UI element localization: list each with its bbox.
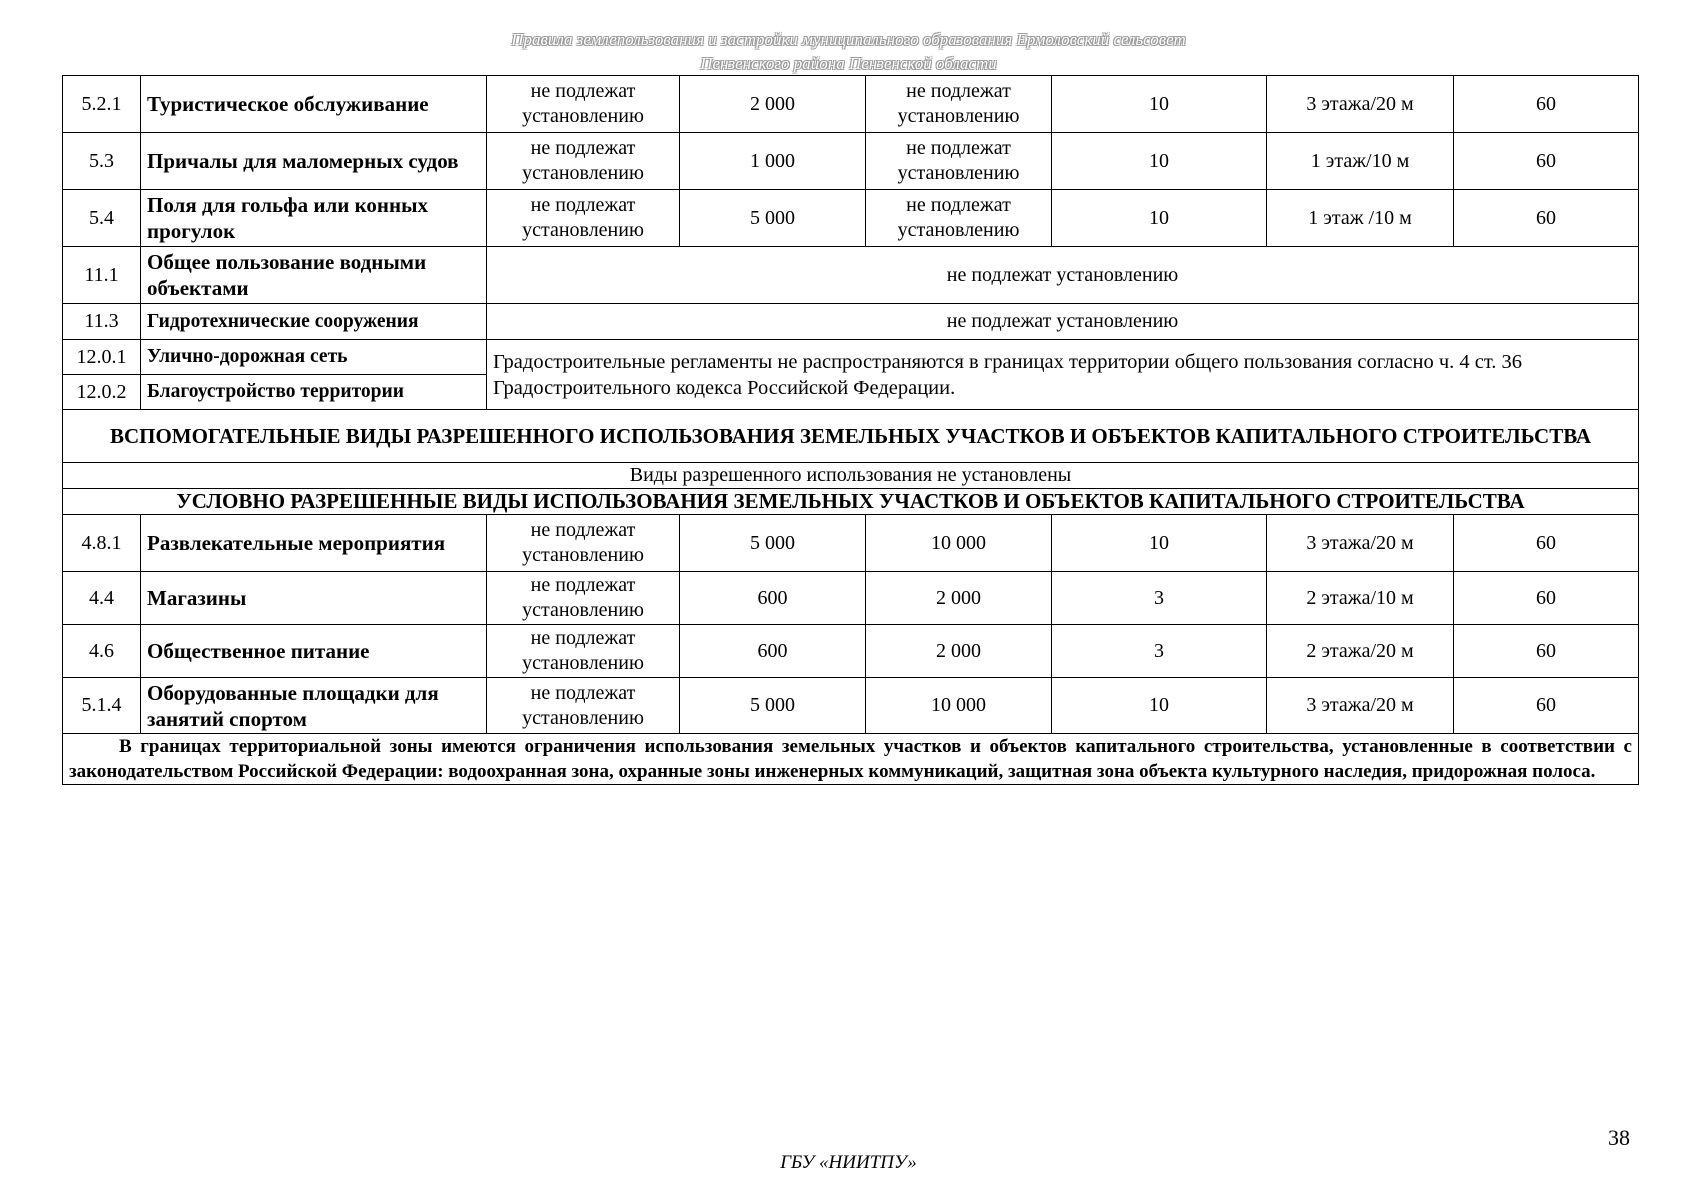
row-name: Благоустройство территории bbox=[141, 375, 487, 410]
cell-value: 5 000 bbox=[680, 515, 866, 572]
cell-percent: 60 bbox=[1454, 133, 1639, 190]
row-code: 5.1.4 bbox=[63, 678, 141, 734]
cell-max-area: 10 000 bbox=[866, 515, 1052, 572]
table-row bbox=[63, 625, 1639, 678]
cell-min-area: не подлежат установлению bbox=[487, 572, 680, 625]
cell-floors: 3 этажа/20 м bbox=[1267, 515, 1454, 572]
cell-min-area: не подлежат установлению bbox=[487, 76, 680, 133]
cell-not-set: не подлежат установлению bbox=[487, 304, 1639, 340]
cell-value: 5 000 bbox=[680, 678, 866, 734]
table-row bbox=[63, 247, 1639, 304]
section-heading-conditional: УСЛОВНО РАЗРЕШЕННЫЕ ВИДЫ ИСПОЛЬЗОВАНИЯ ЗЕМЕЛЬНЫХ УЧАСТКОВ И ОБЪЕКТОВ КАПИТАЛЬНОГО СТРОИТЕЛЬСТВА bbox=[63, 489, 1639, 515]
row-name: Туристическое обслуживание bbox=[141, 76, 487, 133]
cell-max-area: 10 000 bbox=[866, 678, 1052, 734]
row-code: 4.4 bbox=[63, 572, 141, 625]
table-row bbox=[63, 76, 1639, 133]
row-code: 11.3 bbox=[63, 304, 141, 340]
cell-percent: 60 bbox=[1454, 515, 1639, 572]
cell-indent: 10 bbox=[1052, 515, 1267, 572]
table-row bbox=[63, 515, 1639, 572]
cell-max-area: не подлежат установлению bbox=[866, 190, 1052, 247]
section-heading-auxiliary: ВСПОМОГАТЕЛЬНЫЕ ВИДЫ РАЗРЕШЕННОГО ИСПОЛЬЗОВАНИЯ ЗЕМЕЛЬНЫХ УЧАСТКОВ И ОБЪЕКТОВ КАПИТАЛЬНОГО СТРОИТЕЛЬСТВА bbox=[63, 410, 1639, 463]
row-code: 5.2.1 bbox=[63, 76, 141, 133]
section-row bbox=[63, 463, 1639, 489]
table-row bbox=[63, 133, 1639, 190]
table-row bbox=[63, 572, 1639, 625]
cell-indent: 10 bbox=[1052, 133, 1267, 190]
section-row bbox=[63, 489, 1639, 515]
cell-min-area: не подлежат установлению bbox=[487, 515, 680, 572]
cell-floors: 2 этажа/20 м bbox=[1267, 625, 1454, 678]
zone-restrictions-note bbox=[63, 734, 1639, 785]
cell-percent: 60 bbox=[1454, 572, 1639, 625]
zone-restrictions-text: В границах территориальной зоны имеются ограничения использования земельных участков и объектов капитального строительства, установленные в соответствии с законодательством Российской Федерации: водоохранная зона, охранные зоны инженерных коммуникаций, защитная зона объекта культурного наследия, придорожная полоса. bbox=[69, 736, 1632, 782]
regulation-note: Градостроительные регламенты не распространяются в границах территории общего пользования согласно ч. 4 ст. 36 Градостроительного кодекса Российской Федерации. bbox=[487, 340, 1639, 410]
footnote-row bbox=[63, 734, 1639, 785]
cell-percent: 60 bbox=[1454, 76, 1639, 133]
cell-percent: 60 bbox=[1454, 625, 1639, 678]
cell-indent: 3 bbox=[1052, 572, 1267, 625]
row-name: Развлекательные мероприятия bbox=[141, 515, 487, 572]
row-name: Поля для гольфа или конных прогулок bbox=[141, 190, 487, 247]
cell-indent: 10 bbox=[1052, 190, 1267, 247]
cell-max-area: не подлежат установлению bbox=[866, 76, 1052, 133]
header-line-2: Пензенского района Пензенской области bbox=[700, 54, 997, 73]
table-row bbox=[63, 678, 1639, 734]
cell-floors: 2 этажа/10 м bbox=[1267, 572, 1454, 625]
page-number: 38 bbox=[1608, 1125, 1630, 1150]
row-name: Причалы для маломерных судов bbox=[141, 133, 487, 190]
cell-indent: 3 bbox=[1052, 625, 1267, 678]
cell-max-area: 2 000 bbox=[866, 625, 1052, 678]
cell-max-area: 2 000 bbox=[866, 572, 1052, 625]
cell-min-area: не подлежат установлению bbox=[487, 133, 680, 190]
cell-not-set: не подлежат установлению bbox=[487, 247, 1639, 304]
regulations-table bbox=[62, 75, 1639, 785]
cell-indent: 10 bbox=[1052, 76, 1267, 133]
row-name: Магазины bbox=[141, 572, 487, 625]
section-row bbox=[63, 410, 1639, 463]
row-code: 12.0.1 bbox=[63, 340, 141, 375]
table-row bbox=[63, 340, 1639, 375]
row-code: 12.0.2 bbox=[63, 375, 141, 410]
cell-min-area: не подлежат установлению bbox=[487, 625, 680, 678]
cell-min-area: не подлежат установлению bbox=[487, 190, 680, 247]
cell-value: 600 bbox=[680, 572, 866, 625]
row-code: 11.1 bbox=[63, 247, 141, 304]
cell-floors: 1 этаж/10 м bbox=[1267, 133, 1454, 190]
cell-floors: 3 этажа/20 м bbox=[1267, 678, 1454, 734]
row-name: Общественное питание bbox=[141, 625, 487, 678]
cell-percent: 60 bbox=[1454, 678, 1639, 734]
table-row bbox=[63, 304, 1639, 340]
cell-min-area: не подлежат установлению bbox=[487, 678, 680, 734]
cell-percent: 60 bbox=[1454, 190, 1639, 247]
auxiliary-none-text: Виды разрешенного использования не установлены bbox=[63, 463, 1639, 489]
document-footer: ГБУ «НИИТПУ» bbox=[780, 1152, 917, 1173]
cell-indent: 10 bbox=[1052, 678, 1267, 734]
row-name: Улично-дорожная сеть bbox=[141, 340, 487, 375]
cell-floors: 1 этаж /10 м bbox=[1267, 190, 1454, 247]
row-code: 4.8.1 bbox=[63, 515, 141, 572]
cell-value: 2 000 bbox=[680, 76, 866, 133]
cell-value: 5 000 bbox=[680, 190, 866, 247]
table-row bbox=[63, 190, 1639, 247]
document-header bbox=[0, 28, 1697, 76]
row-name: Гидротехнические сооружения bbox=[141, 304, 487, 340]
cell-value: 600 bbox=[680, 625, 866, 678]
cell-value: 1 000 bbox=[680, 133, 866, 190]
cell-floors: 3 этажа/20 м bbox=[1267, 76, 1454, 133]
row-code: 5.4 bbox=[63, 190, 141, 247]
cell-max-area: не подлежат установлению bbox=[866, 133, 1052, 190]
row-code: 4.6 bbox=[63, 625, 141, 678]
row-code: 5.3 bbox=[63, 133, 141, 190]
row-name: Оборудованные площадки для занятий спортом bbox=[141, 678, 487, 734]
header-line-1: Правила землепользования и застройки муниципального образования Ермоловский сельсовет bbox=[511, 30, 1186, 49]
row-name: Общее пользование водными объектами bbox=[141, 247, 487, 304]
